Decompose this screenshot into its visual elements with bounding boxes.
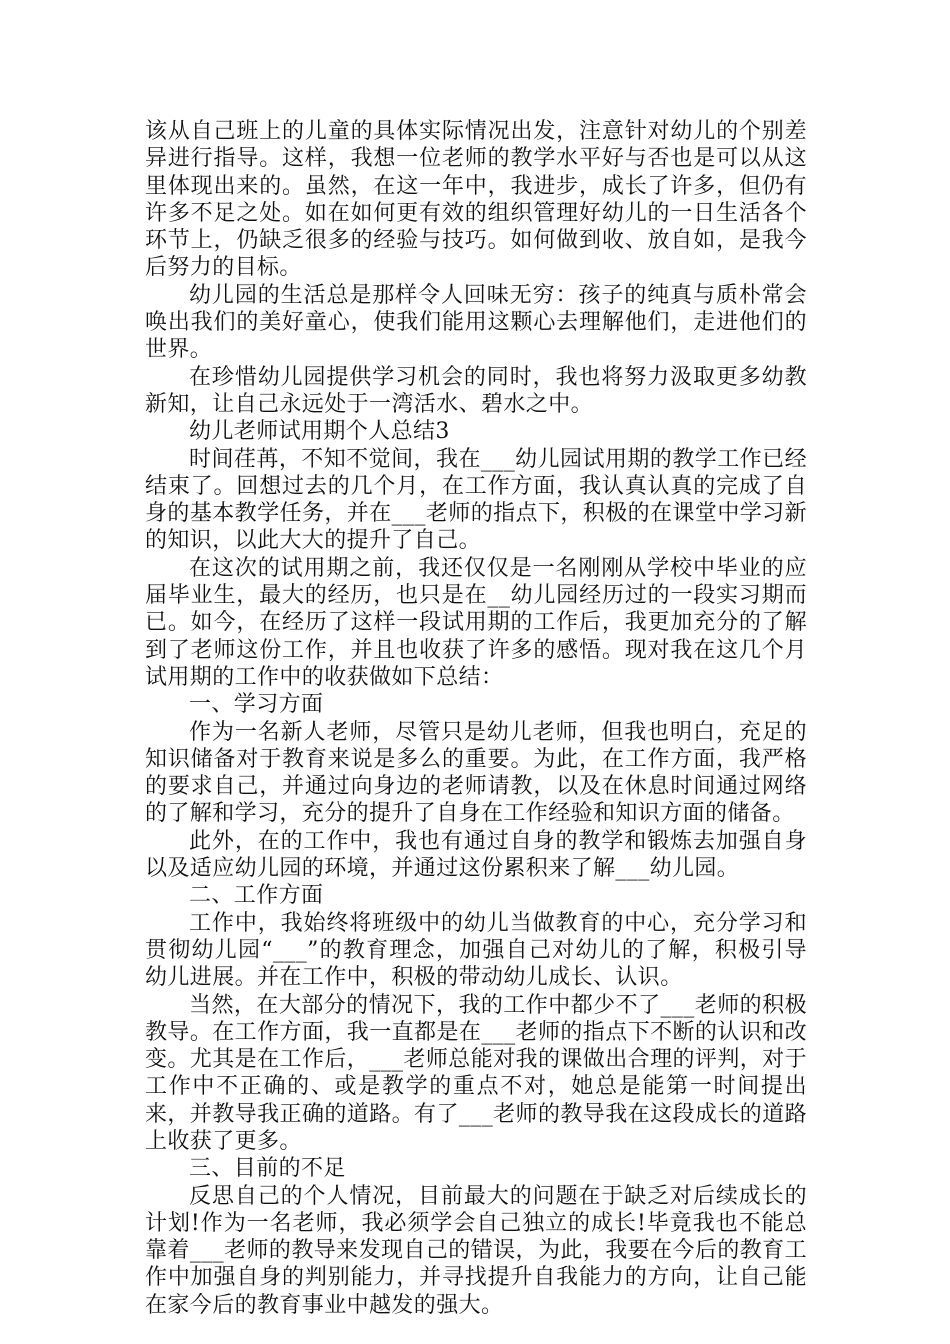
- section-title: 幼儿老师试用期个人总结3: [189, 419, 450, 445]
- paragraph: 工作中，我始终将班级中的幼儿当做教育的中心，充分学习和贯彻幼儿园“___”的教育理念，加强自己对幼儿的了解，积极引导幼儿进展。并在工作中，积极的带动幼儿成长、认识。: [145, 910, 807, 991]
- paragraph: 在这次的试用期之前，我还仅仅是一名刚刚从学校中毕业的应届毕业生，最大的经历，也只是在__幼儿园经历过的一段实习期而已。如今，在经历了这样一段试用期的工作后，我更加充分的了解到了老师这份工作，并且也收获了许多的感悟。现对我在这几个月试用期的工作中的收获做如下总结：: [145, 555, 807, 690]
- subsection-heading: 二、工作方面: [189, 883, 324, 909]
- paragraph: 作为一名新人老师，尽管只是幼儿老师，但我也明白，充足的知识储备对于教育来说是多么的重要。为此，在工作方面，我严格的要求自己，并通过向身边的老师请教，以及在休息时间通过网络的了解和学习，充分的提升了自身在工作经验和知识方面的储备。: [145, 719, 807, 827]
- paragraph: 当然，在大部分的情况下，我的工作中都少不了___老师的积极教导。在工作方面，我一直都是在___老师的指点下不断的认识和改变。尤其是在工作后，___老师总能对我的课做出合理的评判，对于工作中不正确的、或是教学的重点不对，她总是能第一时间提出来，并教导我正确的道路。有了___老师的教导我在这段成长的道路上收获了更多。: [145, 992, 807, 1154]
- paragraph: 此外，在的工作中，我也有通过自身的教学和锻炼去加强自身以及适应幼儿园的环境，并通过这份累积来了解___幼儿园。: [145, 828, 807, 882]
- paragraph: 反思自己的个人情况，目前最大的问题在于缺乏对后续成长的计划!作为一名老师，我必须学会自己独立的成长!毕竟我也不能总靠着___老师的教导来发现自己的错误，为此，我要在今后的教育工作中加强自身的判别能力，并寻找提升自我能力的方向，让自己能在家今后的教育事业中越发的强大。: [145, 1183, 807, 1318]
- subsection-heading: 三、目前的不足: [189, 1156, 346, 1182]
- paragraph: 在珍惜幼儿园提供学习机会的同时，我也将努力汲取更多幼教新知，让自己永远处于一湾活水、碧水之中。: [145, 364, 807, 417]
- paragraph-continued: 该从自己班上的儿童的具体实际情况出发，注意针对幼儿的个别差异进行指导。这样，我想一位老师的教学水平好与否也是可以从这里体现出来的。虽然，在这一年中，我进步，成长了许多，但仍有许多不足之处。如在如何更有效的组织管理好幼儿的一日生活各个环节上，仍缺乏很多的经验与技巧。如何做到收、放自如，是我今后努力的目标。: [145, 119, 807, 281]
- subsection-heading: 一、学习方面: [189, 692, 324, 718]
- document-page: [145, 118, 807, 1319]
- paragraph: 时间荏苒，不知不觉间，我在___幼儿园试用期的教学工作已经结束了。回想过去的几个月，在工作方面，我认真认真的完成了自身的基本教学任务，并在___老师的指点下，积极的在课堂中学习新的知识，以此大大的提升了自己。: [145, 446, 807, 554]
- paragraph: 幼儿园的生活总是那样令人回味无穷：孩子的纯真与质朴常会唤出我们的美好童心，使我们能用这颗心去理解他们，走进他们的世界。: [145, 282, 807, 363]
